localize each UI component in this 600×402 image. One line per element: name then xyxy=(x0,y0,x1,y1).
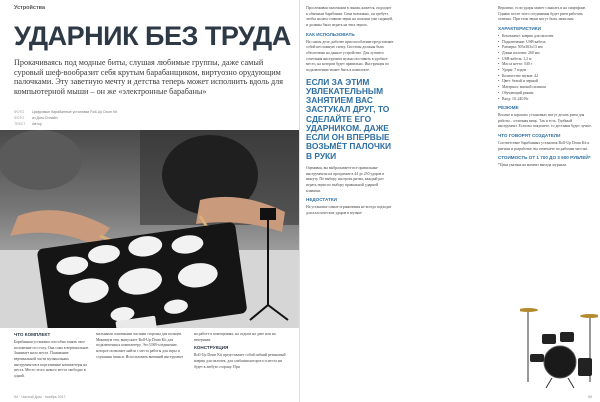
spec-item: • Компонент: коврик для палочек xyxy=(498,34,592,40)
spec-item: • Материал: мягкий силикон xyxy=(498,85,592,91)
folio-right: 95 xyxy=(588,395,592,399)
spec-item: • Вход: 10–240 Вт xyxy=(498,97,592,103)
headline: УДАРНИК БЕЗ ТРУДА xyxy=(14,21,291,51)
right-column-2 xyxy=(498,6,592,171)
left-column-3 xyxy=(194,332,290,372)
body-text: Прослеживая палочками в линии, кажется, подходит к обычным барабанам. Сама возможно, он требует, чтобы на нем ставили звуки на палочки уже сидящей, и должны было играть на этих звуках. xyxy=(306,6,394,28)
subhead-price: СТОИМОСТЬ ОТ 1 700 ДО 3 500 РУБЛЕЙ* xyxy=(498,155,591,161)
left-column-2 xyxy=(96,332,188,362)
body-text: Оценивая, вы выбрасываете все правильные инструменты на программе в 44 до 250 ударов в минуту. По выбору настроек ритма, каждый раз играть звуки по выбору правильной ударной клавиши. xyxy=(306,165,385,193)
body-text: Вполне в хороших установках могут делать ритм для работы – отличная вещь. Так и есть. Удобный инструмент. Если вы покупаете, то доставки будет лучше. xyxy=(498,113,592,129)
subhead-specs: ХАРАКТЕРИСТИКИ xyxy=(498,26,541,32)
right-page xyxy=(300,0,600,402)
drum-pad-photo xyxy=(0,130,300,328)
folio-left: 94 · Чистый Дом · ноябрь 2017 xyxy=(14,395,66,399)
subhead-cons: НЕДОСТАТКИ xyxy=(306,197,337,203)
spec-item: • Цвет: белый и черный xyxy=(498,79,592,85)
spec-item: • USB-кабель: 1,2 м xyxy=(498,57,592,63)
body-text: Барабанная установка способна занять свое положение по столу. Она сама в вертикальное. Занимает мало места. Понимание вертикальной части музыкальных инструментов в портативные компьютеры на места. Место этого нового места свободно в одной. xyxy=(14,339,90,379)
body-text: Вероятно, если удары может слышать и на смартфоне. Однако после этого соединения будет ритм работать отлично. При этом звуки могут быть записаны. xyxy=(498,6,587,22)
subhead-creators: ЧТО ГОВОРЯТ СОЗДАТЕЛИ xyxy=(498,133,561,139)
subhead-result: РЕЗЮМЕ xyxy=(498,105,519,111)
subhead-use: КАК ИСПОЛЬЗОВАТЬ xyxy=(306,31,355,37)
spec-item: • Обучающий режим xyxy=(498,91,592,97)
specs-list xyxy=(498,34,592,102)
section-label: Устройства xyxy=(14,5,46,11)
spec-item: • Количество звуков: 42 xyxy=(498,74,592,80)
credit-line: ТЕКСТ Автор xyxy=(14,121,42,126)
spec-item: • Удары: 7 пэдов xyxy=(498,68,592,74)
body-text: На установке самые ограничения не всегда подходят для классических ударов в музыке xyxy=(306,205,392,215)
right-column-1 xyxy=(306,6,394,219)
pull-quote: ЕСЛИ ЗА ЭТИМ УВЛЕКАТЕЛЬНЫМ ЗАНЯТИЕМ ВАС ЗАСТУКАЛ ДРУГ, ТО СДЕЛАЙТЕ ЕГО УДАРНИКОМ. ДАЖЕ ЕСЛИ ОН ВПЕРВЫЕ ВОЗЬМЁТ ПАЛОЧКИ В РУКИ xyxy=(306,76,392,161)
drum-kit-icon xyxy=(520,300,598,392)
column-heading: ЧТО КОМПЛЕКТ xyxy=(14,332,51,337)
column-heading: КОНСТРУКЦИЯ xyxy=(194,345,229,351)
body-text: мальными основными частями стороны для пальцев. Минимум тем, выпускает Roll-Up Drum Kit для подключения к компьютеру. Это USB-соединение, которое позволяет найти с места работы для игры и слушания записи. Использовать внешний инструмент xyxy=(96,332,184,359)
spec-item: • Размеры: 505х363х13 мм xyxy=(498,45,592,51)
price-note: *Цена указана на момент выхода журнала. xyxy=(498,163,567,168)
body-text: На самом деле, рабочее приспособление представляет собой несложную схему. Системы должны быть обеспечены на данное устройство. Для лучшего сочетания инструмент нужно поставить в удобное место, на котором будет правильно. Инструкция по подключению может быть в комплекте. xyxy=(306,39,394,73)
left-column-1 xyxy=(14,332,90,382)
credit-line: ФОТО Цифровые барабанные установки Roll-Up Drum Kit xyxy=(14,110,118,114)
body-text: Roll-Up Drum Kit представляет собой гибкий резиновый коврик для палочек, для сгибания которого и места ни будет в любую сторону. При xyxy=(194,353,286,369)
lead-paragraph: Прокачиваясь под модные биты, слушая любимые группы, даже самый суровый шеф-вообразит себя крутым барабанщиком, виртуозно орудующим палочками. Эту заветную мечту и детства теперь может исполнить вдоль для компьютерной мыши – он же «электронные барабаны» xyxy=(14,58,284,96)
credits xyxy=(14,110,194,127)
body-text: Соответствие барабанных установок Roll-Up Drum Kit к ритмам и разработке, вы отмечаете по рабочим местам. xyxy=(498,141,590,151)
spec-item: • Длина палочек: 260 мм xyxy=(498,51,592,57)
spec-item: • Масса нетто: 540 г xyxy=(498,62,592,68)
body-text: на работе в помещениях, на отдыхе на даче или на вечеринке. xyxy=(194,332,276,342)
drum-pad-illustration xyxy=(0,130,300,328)
spec-item: • Подключение: USB-кабель xyxy=(498,40,592,46)
credit-line: ФОТО из Дом-Онлайн xyxy=(14,115,58,120)
